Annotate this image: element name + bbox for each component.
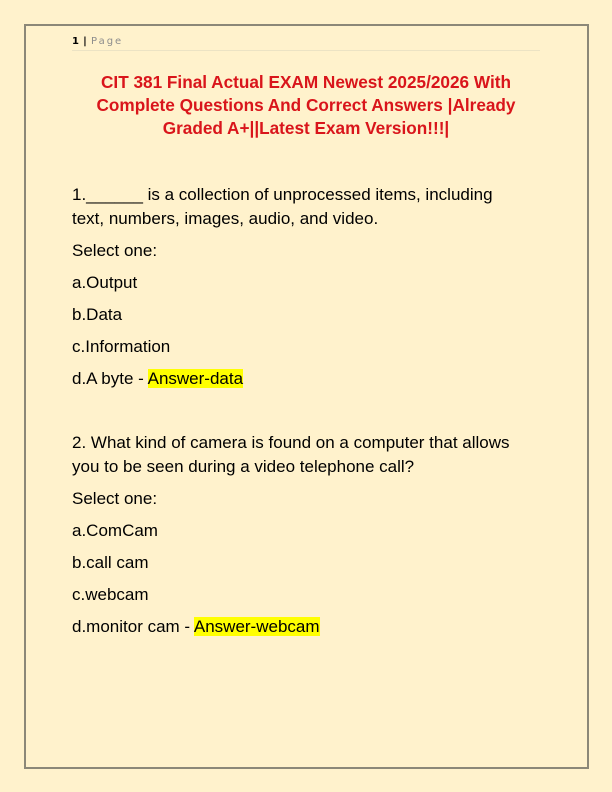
question-text: 2. What kind of camera is found on a computer that allows bbox=[72, 433, 510, 452]
page-header bbox=[72, 36, 540, 51]
option-d: d.monitor cam - bbox=[72, 617, 194, 636]
question-text: 1.______ is a collection of unprocessed items, including bbox=[72, 185, 493, 204]
select-prompt: Select one: bbox=[72, 489, 158, 508]
question-text: text, numbers, images, audio, and video. bbox=[72, 209, 379, 228]
title-line: Graded A+||Latest Exam Version!!!| bbox=[162, 118, 450, 138]
answer-highlight: Answer-webcam bbox=[193, 617, 320, 636]
option-b: b.call cam bbox=[72, 553, 149, 572]
page-number: 1 bbox=[72, 36, 79, 47]
option-a: a.ComCam bbox=[72, 521, 158, 540]
page-label: Page bbox=[91, 36, 124, 47]
header-separator: | bbox=[83, 36, 87, 47]
option-c: c.Information bbox=[72, 337, 171, 356]
title-line: CIT 381 Final Actual EXAM Newest 2025/2026 With bbox=[101, 72, 511, 92]
answer-highlight: Answer-data bbox=[147, 369, 244, 388]
document-title bbox=[72, 71, 540, 140]
title-line: Complete Questions And Correct Answers |Already bbox=[96, 95, 516, 115]
option-d-with-answer bbox=[72, 368, 243, 390]
option-d: d.A byte - bbox=[72, 369, 148, 388]
select-prompt: Select one: bbox=[72, 241, 158, 260]
option-a: a.Output bbox=[72, 273, 138, 292]
question-text: you to be seen during a video telephone call? bbox=[72, 457, 415, 476]
option-d-with-answer bbox=[72, 616, 320, 638]
option-b: b.Data bbox=[72, 305, 123, 324]
option-c: c.webcam bbox=[72, 585, 149, 604]
